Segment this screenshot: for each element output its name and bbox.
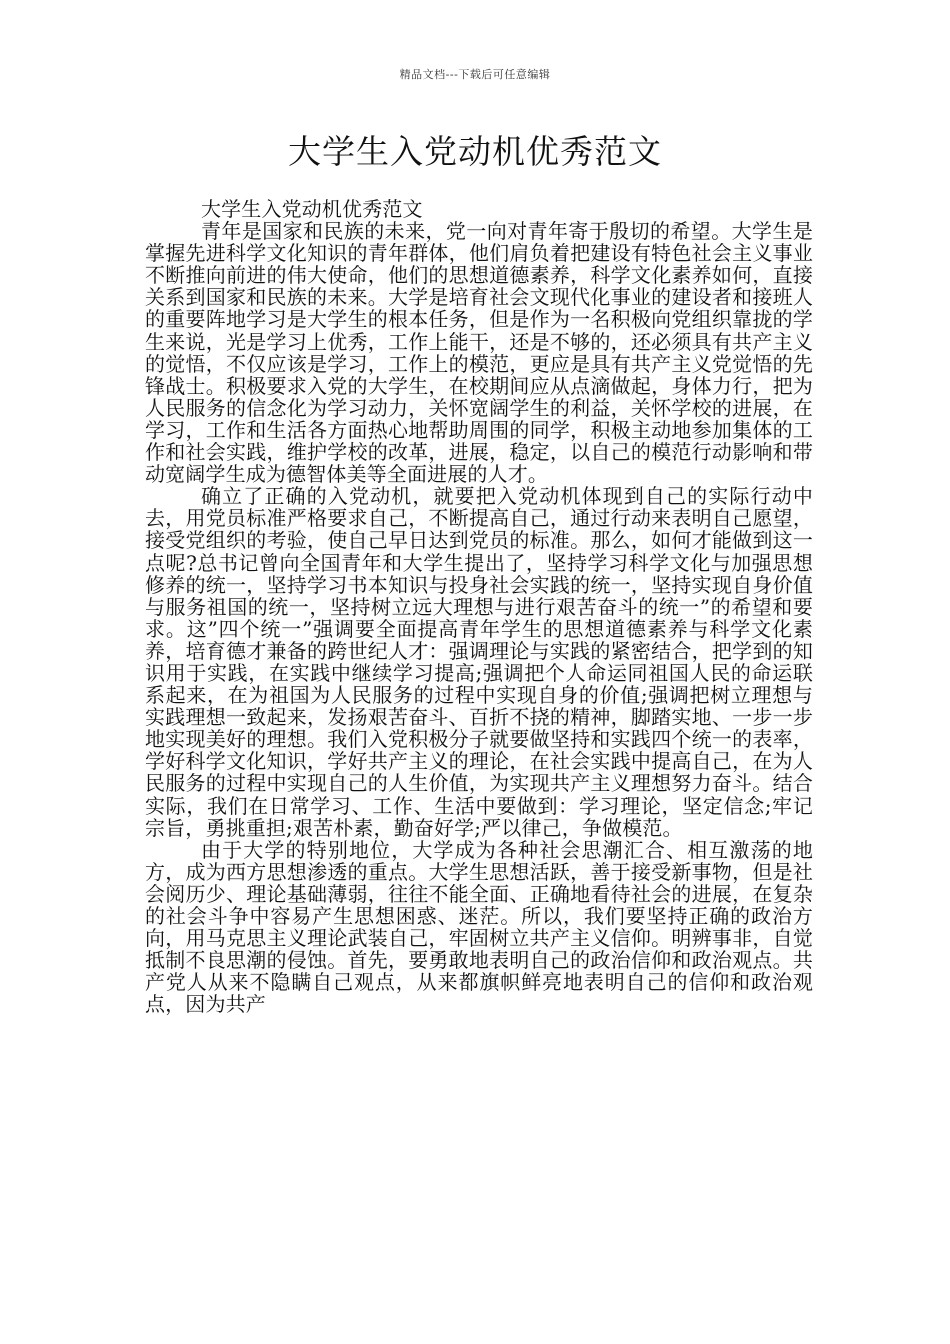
body-paragraph: 由于大学的特别地位，大学成为各种社会思潮汇合、相互激荡的地方，成为西方思想渗透的重点。大学生思想活跃，善于接受新事物，但是社会阅历少、理论基础薄弱，往往不能全面、正确地看待社会的进展，在复杂的社会斗争中容易产生思想困惑、迷茫。所以，我们要坚持正确的政治方向，用马克思主义理论武装自己，牢固树立共产主义信仰。明辨事非，自觉抵制不良思潮的侵蚀。首先，要勇敢地表明自己的政治信仰和政治观点。共产党人从来不隐瞒自己观点，从来都旗帜鲜亮地表明自己的信仰和政治观点，因为共产 — [145, 837, 813, 1017]
body-paragraph-subtitle: 大学生入党动机优秀范文 — [201, 197, 423, 221]
document-title: 大学生入党动机优秀范文 — [288, 132, 662, 171]
body-paragraph: 确立了正确的入党动机，就要把入党动机体现到自己的实际行动中去，用党员标准严格要求自己，不断提高自己，通过行动来表明自己愿望，接受党组织的考验，使自己早日达到党员的标准。那么，如何才能做到这一点呢?总书记曾向全国青年和大学生提出了，坚持学习科学文化与加强思想修养的统一，坚持学习书本知识与投身社会实践的统一，坚持实现自身价值与服务祖国的统一，坚持树立远大理想与进行艰苦奋斗的统一”的希望和要求。这”四个统一”强调要全面提高青年学生的思想道德素养与科学文化素养，培育德才兼备的跨世纪人才：强调理论与实践的紧密结合，把学到的知识用于实践，在实践中继续学习提高;强调把个人命运同祖国人民的命运联系起来，在为祖国为人民服务的过程中实现自身的价值;强调把树立理想与实践理想一致起来，发扬艰苦奋斗、百折不挠的精神，脚踏实地、一步一步地实现美好的理想。我们入党积极分子就要做坚持和实践四个统一的表率，学好科学文化知识，学好共产主义的理论，在社会实践中提高自己，在为人民服务的过程中实现自己的人生价值，为实现共产主义理想努力奋斗。结合实际，我们在日常学习、工作、生活中要做到：学习理论，坚定信念;牢记宗旨，勇挑重担;艰苦朴素，勤奋好学;严以律己，争做模范。 — [145, 484, 813, 840]
document-body — [145, 198, 813, 1015]
body-paragraph: 青年是国家和民族的未来，党一向对青年寄于殷切的希望。大学生是掌握先进科学文化知识的青年群体，他们肩负着把建设有特色社会主义事业不断推向前进的伟大使命，他们的思想道德素养，科学文化素养如何，直接关系到国家和民族的未来。大学是培育社会文现代化事业的建设者和接班人的重要阵地学习是大学生的根本任务，但是作为一名积极向党组织靠拢的学生来说，光是学习上优秀，工作上能干，还是不够的，还必须具有共产主义的觉悟，不仅应该是学习，工作上的模范，更应是具有共产主义党觉悟的先锋战士。积极要求入党的大学生，在校期间应从点滴做起，身体力行，把为人民服务的信念化为学习动力，关怀宽阔学生的利益，关怀学校的进展，在学习，工作和生活各方面热心地帮助周围的同学，积极主动地参加集体的工作和社会实践，维护学校的改革，进展，稳定，以自己的模范行动影响和带动宽阔学生成为德智体美等全面进展的人才。 — [145, 219, 813, 487]
header-note: 精品文档---下载后可任意编辑 — [399, 68, 551, 81]
